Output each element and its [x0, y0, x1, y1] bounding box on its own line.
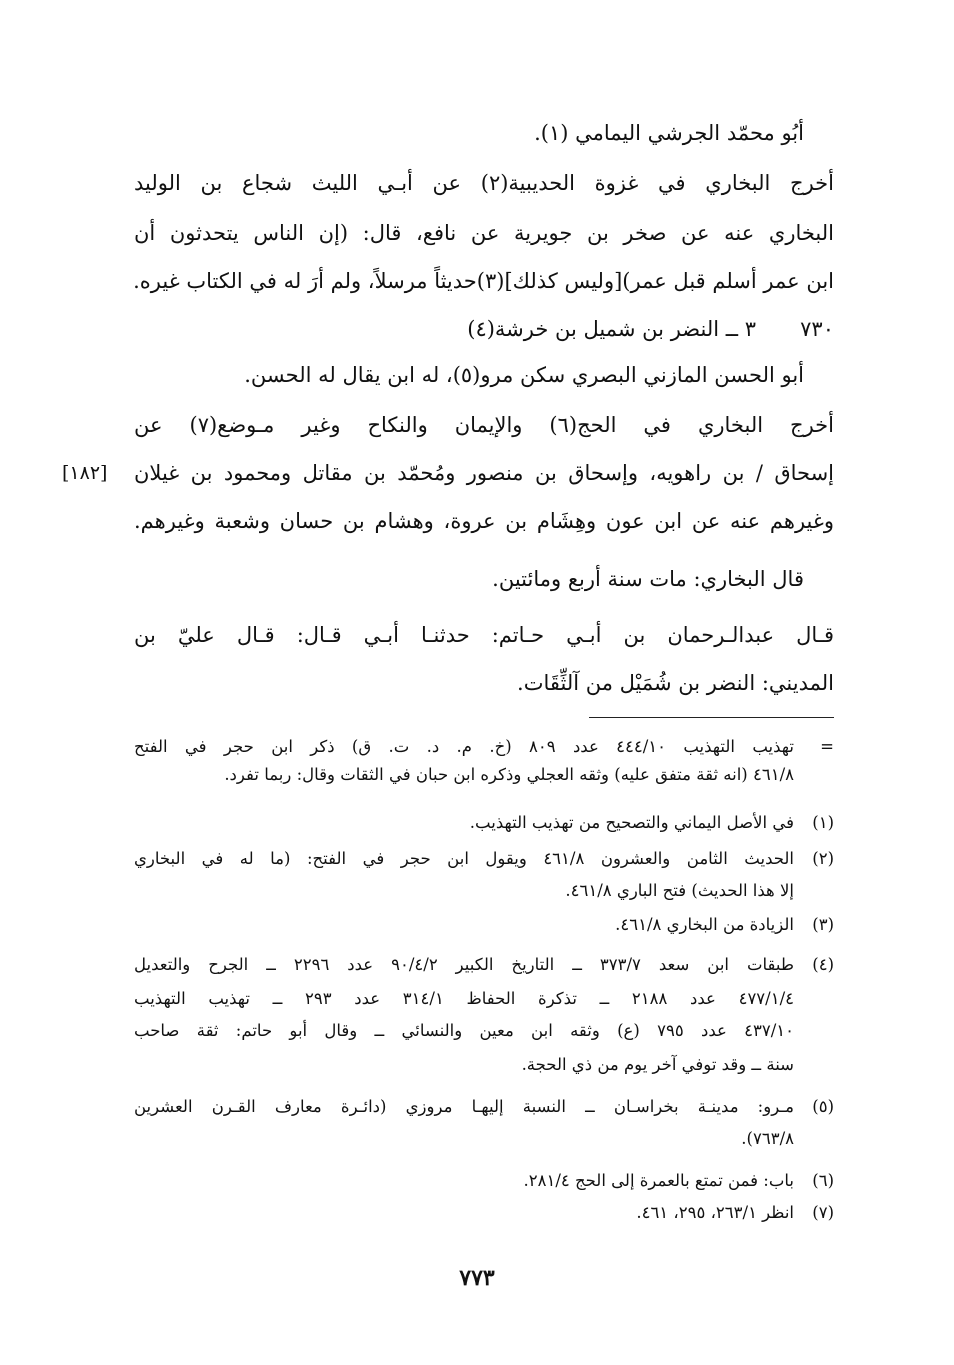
text-line-5: أبو الحسن المازني البصري سكن مرو(٥)، له ابن يقال له الحسن.	[244, 363, 804, 387]
text-line-1: أبُو محمّد الجرشي اليمامي (١).	[534, 121, 804, 145]
text-line-7: إسحاق / بن راهويه، وإسحاق بن منصور ومُحمّد بن مقاتل ومحمود بن غيلان	[134, 461, 834, 485]
footnote-label-3: (٣)	[812, 915, 834, 934]
text-line-9: قال البخاري: مات سنة أربع ومائتين.	[492, 567, 804, 591]
footnote-continuation-line-1: تهذيب التهذيب ٤٤٤/١٠ عدد ٨٠٩ (خ. م. د. ت. ق) ذكر ابن حجر في الفتح	[134, 737, 794, 756]
footnote-label-1: (١)	[812, 813, 834, 832]
footnote-7-line-1: انظر ٢٦٣/١، ٢٩٥، ٤٦١.	[636, 1203, 794, 1222]
text-line-10: قـال عبدالـرحمان بن أبـي حـاتم: حدثنـا أبـي قـال: قـال عليّ بن	[134, 623, 834, 647]
text-line-3: البخاري عنه عن صخر بن جويرية عن نافع، قال: (إن الناس يتحدثون أن	[134, 221, 834, 245]
footnote-label-5: (٥)	[812, 1097, 834, 1116]
footnote-label-2: (٢)	[812, 849, 834, 868]
footnote-4-line-1: طبقات ابن سعد ٣٧٣/٧ ــ التاريخ الكبير ٩٠/٤/٢ عدد ٢٢٩٦ ــ الجرح والتعديل	[134, 955, 795, 974]
footnote-3-line-1: الزيادة من البخاري ٤٦١/٨.	[615, 915, 794, 934]
footnote-2-line-2: إلا هذا الحديث) فتح الباري ٤٦١/٨.	[565, 881, 794, 900]
entry-number: ٧٣٠	[800, 317, 834, 341]
marginal-page-ref: [١٨٢]	[62, 462, 108, 484]
footnote-2-line-1: الحديث الثامن والعشرون ٤٦١/٨ ويقول ابن حجر في الفتح: (ما له في البخاري	[134, 849, 794, 868]
page-number: ٧٧٣	[459, 1265, 495, 1291]
footnote-label-4: (٤)	[812, 955, 834, 974]
footnote-4-line-4: سنة ــ وقد توفي آخر يوم من ذي الحجة.	[521, 1055, 794, 1074]
entry-title: ٣ ــ النضر بن شميل بن خرشة(٤)	[467, 317, 756, 341]
footnote-6-line-1: باب: فمن تمتع بالعمرة إلى الحج ٢٨١/٤.	[523, 1171, 794, 1190]
footnote-1-line-1: في الأصل اليماني والتصحيح من تهذيب التهذيب.	[469, 813, 794, 832]
footnote-divider	[589, 717, 834, 718]
footnote-4-line-2: ٤٧٧/١/٤ عدد ٢١٨٨ ــ تذكرة الحفاظ ٣١٤/١ عدد ٢٩٣ ــ تهذيب التهذيب	[134, 989, 795, 1008]
footnote-5-line-2: ٧٦٣/٨).	[741, 1129, 794, 1148]
text-line-8: وغيرهم عنه عن ابن عون وهِشَام بن عروة، وهشام بن حسان وشعبة وغيرهم.	[134, 509, 834, 533]
text-line-4: ابن عمر أسلم قبل عمر)[وليس كذلك](٣)حديثاً مرسلاً، ولم أرَ له في الكتاب غيره.	[133, 269, 834, 293]
footnote-4-line-3: ٤٣٧/١٠ عدد ٧٩٥ (ع) وثقه ابن معين والنسائي ــ وقال أبو حاتم: ثقة صاحب	[134, 1021, 795, 1040]
footnote-label-7: (٧)	[812, 1203, 834, 1222]
text-line-11: المديني: النضر بن شُمَيْل من آلثِّقَات.	[517, 671, 834, 695]
footnote-continuation-marker: =	[820, 737, 834, 756]
text-line-2: أخرج البخاري في غزوة الحديبية(٢) عن أبـي الليث شجاع بن الوليد	[134, 171, 834, 195]
footnote-label-6: (٦)	[812, 1171, 834, 1190]
text-line-6: أخرج البخاري في الحج(٦) والإيمان والنكاح وغير مـوضع(٧) عن	[134, 413, 834, 437]
footnote-5-line-1: مـرو: مدينـة بخراسـان ــ النسبة إليهـا مروزي (دائـرة معارف القـرن العشرين	[134, 1097, 794, 1116]
footnote-continuation-line-2: ٤٦١/٨ (انه ثقة متفق عليه) وثقه العجلي وذكره ابن حبان في الثقات وقال: ربما تفرد.	[224, 765, 794, 784]
